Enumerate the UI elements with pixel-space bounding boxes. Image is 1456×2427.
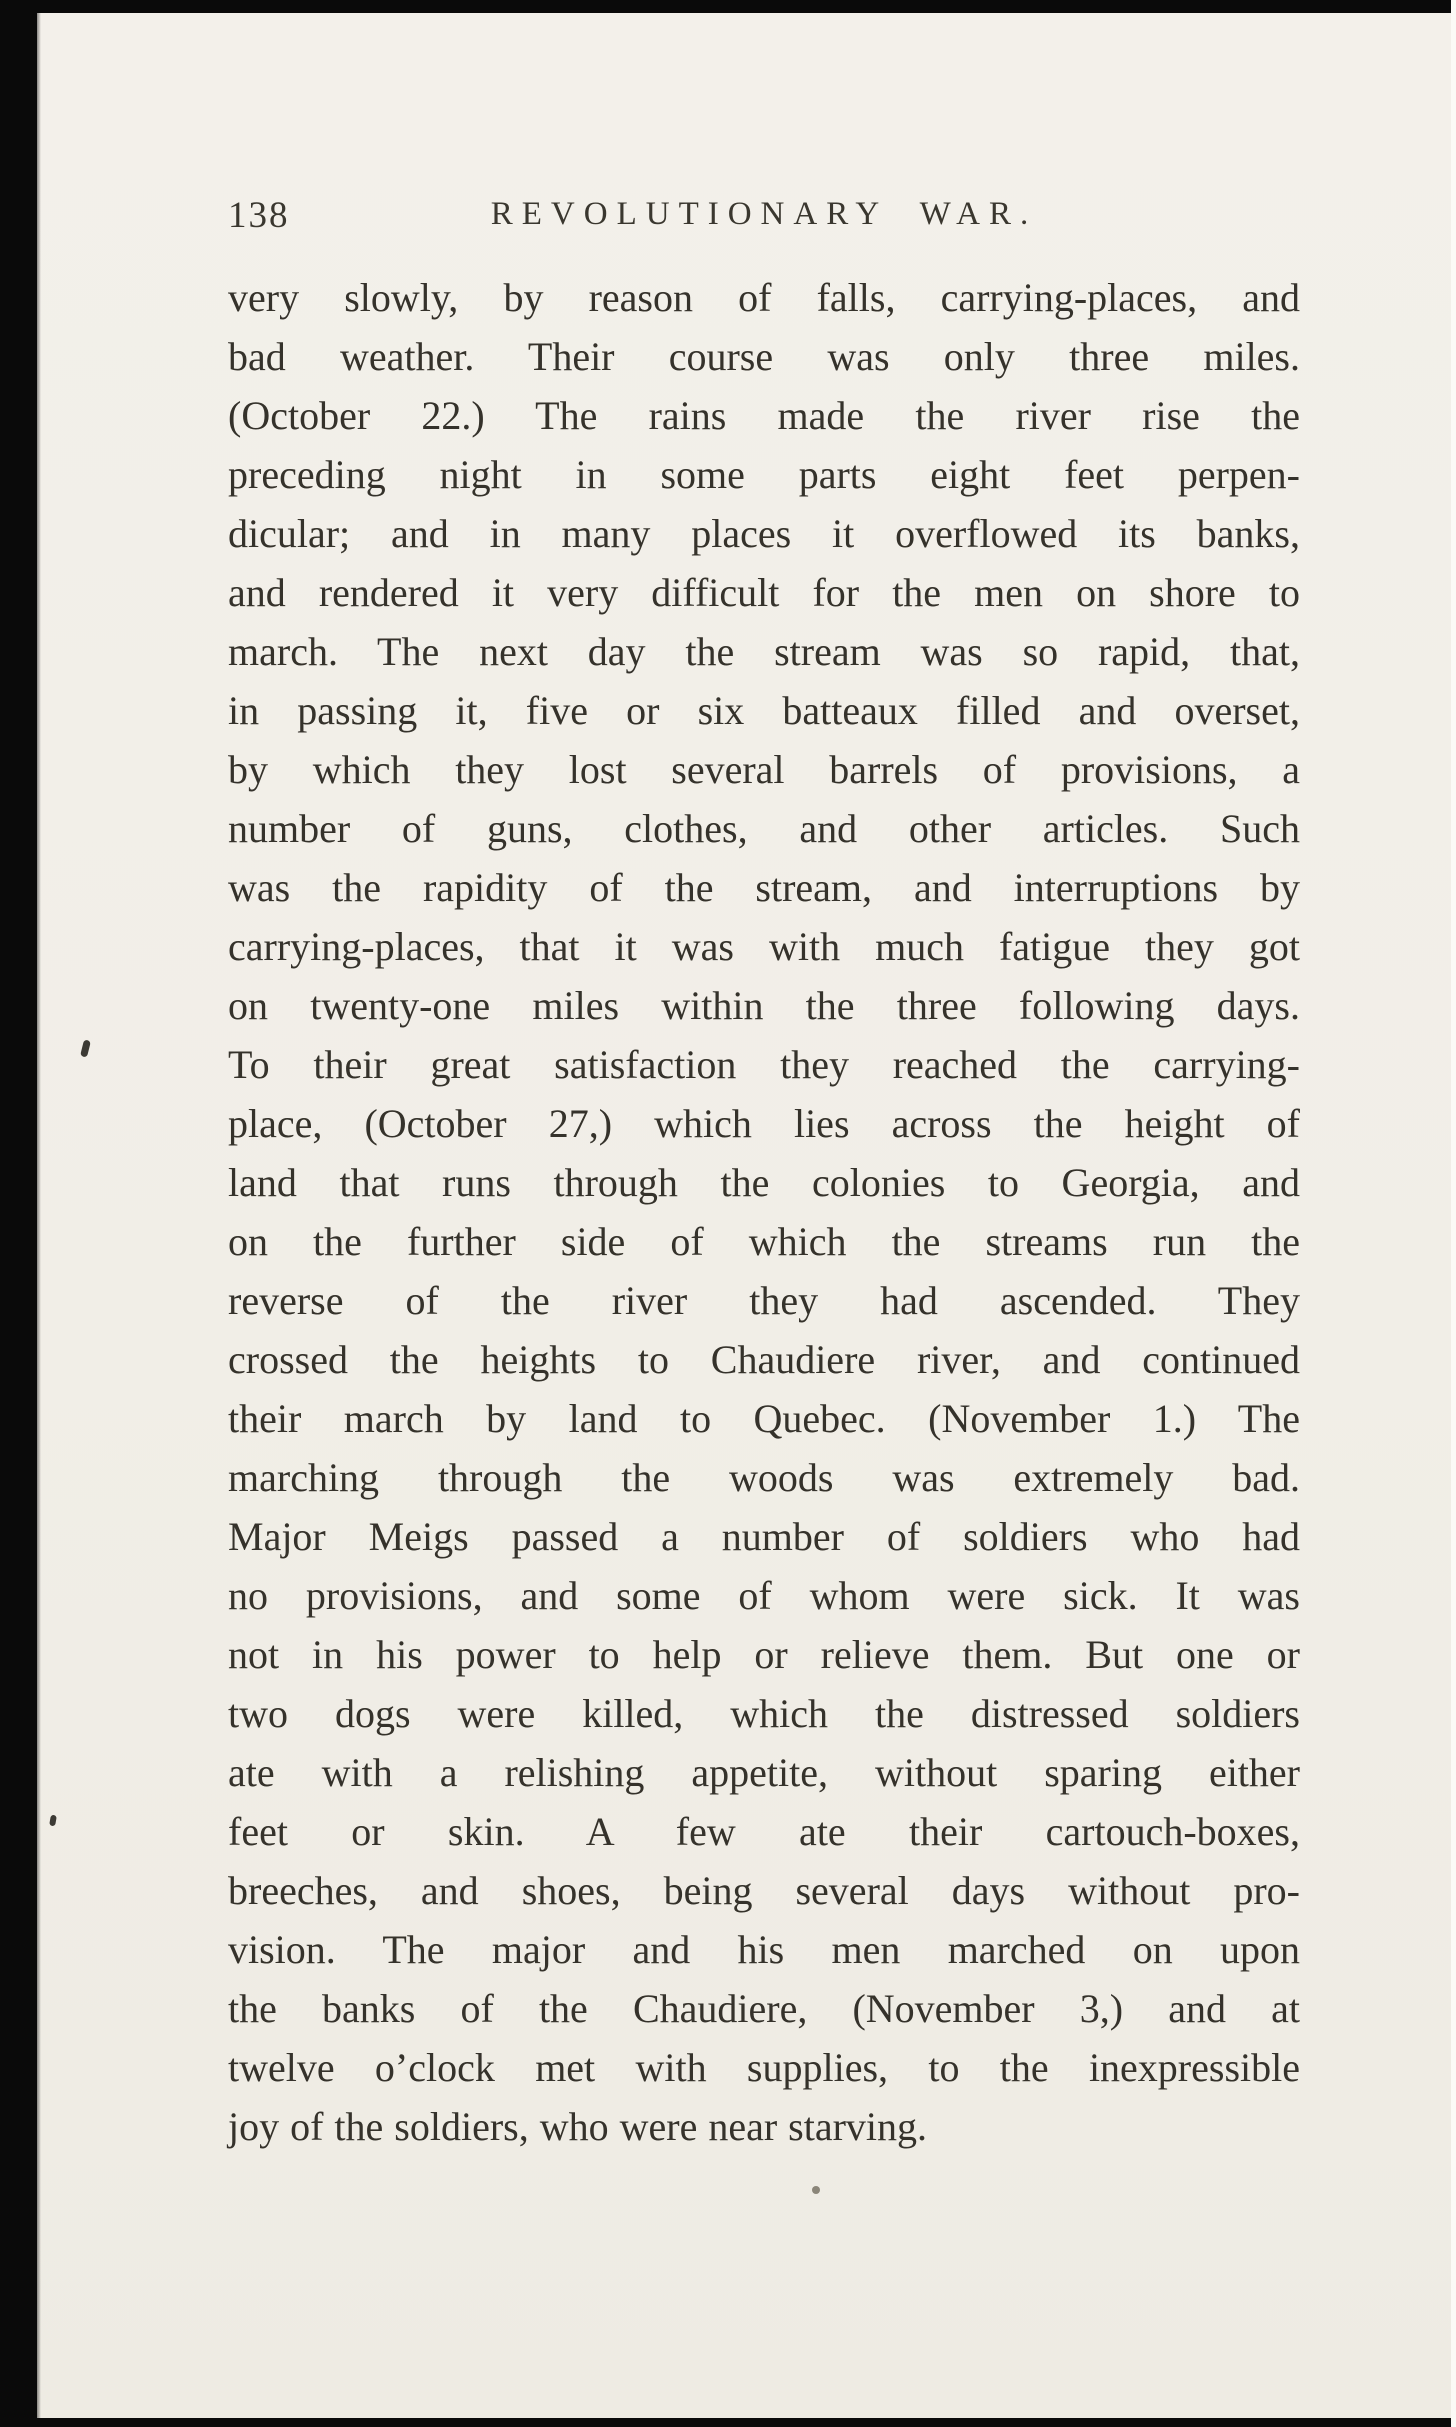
body-text bbox=[228, 268, 1300, 2156]
text-line: ate with a relishing appetite, without sparing either bbox=[228, 1750, 1300, 1795]
text-line: dicular; and in many places it overflowed its banks, bbox=[228, 511, 1300, 556]
text-line: Major Meigs passed a number of soldiers who had bbox=[228, 1514, 1300, 1559]
text-line: vision. The major and his men marched on upon bbox=[228, 1927, 1300, 1972]
scan-edge-top bbox=[0, 0, 1456, 13]
text-line: not in his power to help or relieve them. But one or bbox=[228, 1632, 1300, 1677]
text-line: land that runs through the colonies to Georgia, and bbox=[228, 1160, 1300, 1205]
text-line: on the further side of which the streams run the bbox=[228, 1219, 1300, 1264]
text-line: their march by land to Quebec. (November 1.) The bbox=[228, 1396, 1300, 1441]
text-line: twelve o’clock met with supplies, to the inexpressible bbox=[228, 2045, 1300, 2090]
text-line: preceding night in some parts eight feet perpen- bbox=[228, 452, 1300, 497]
text-line: marching through the woods was extremely bad. bbox=[228, 1455, 1300, 1500]
text-line: two dogs were killed, which the distressed soldiers bbox=[228, 1691, 1300, 1736]
text-line: very slowly, by reason of falls, carrying-places, and bbox=[228, 275, 1300, 320]
text-line: joy of the soldiers, who were near starving. bbox=[228, 2104, 928, 2149]
scan-edge-left bbox=[0, 0, 37, 2427]
text-line: bad weather. Their course was only three miles. bbox=[228, 334, 1300, 379]
text-line: feet or skin. A few ate their cartouch-boxes, bbox=[228, 1809, 1300, 1854]
text-line: was the rapidity of the stream, and interruptions by bbox=[228, 865, 1300, 910]
text-line: by which they lost several barrels of provisions, a bbox=[228, 747, 1300, 792]
scan-speck bbox=[80, 1039, 91, 1057]
text-line: carrying-places, that it was with much fatigue they got bbox=[228, 924, 1300, 969]
text-line: no provisions, and some of whom were sick. It was bbox=[228, 1573, 1300, 1618]
scan-edge-bottom bbox=[0, 2418, 1456, 2427]
text-line: the banks of the Chaudiere, (November 3,) and at bbox=[228, 1986, 1300, 2031]
text-line: on twenty-one miles within the three following days. bbox=[228, 983, 1300, 1028]
text-line: To their great satisfaction they reached the carrying- bbox=[228, 1042, 1300, 1087]
text-line: breeches, and shoes, being several days without pro- bbox=[228, 1868, 1300, 1913]
text-line: reverse of the river they had ascended. They bbox=[228, 1278, 1300, 1323]
text-line: (October 22.) The rains made the river rise the bbox=[228, 393, 1300, 438]
text-line: number of guns, clothes, and other articles. Such bbox=[228, 806, 1300, 851]
scan-edge-right bbox=[1451, 0, 1456, 2427]
running-head-title: REVOLUTIONARY WAR. bbox=[490, 196, 1038, 232]
page-number: 138 bbox=[228, 195, 290, 236]
scan-speck bbox=[49, 1815, 57, 1827]
page-header bbox=[228, 192, 1300, 242]
text-line: crossed the heights to Chaudiere river, and continued bbox=[228, 1337, 1300, 1382]
text-line: place, (October 27,) which lies across the height of bbox=[228, 1101, 1300, 1146]
text-line: march. The next day the stream was so rapid, that, bbox=[228, 629, 1300, 674]
text-line: and rendered it very difficult for the men on shore to bbox=[228, 570, 1300, 615]
text-line: in passing it, five or six batteaux filled and overset, bbox=[228, 688, 1300, 733]
scan-speck bbox=[812, 2186, 820, 2194]
